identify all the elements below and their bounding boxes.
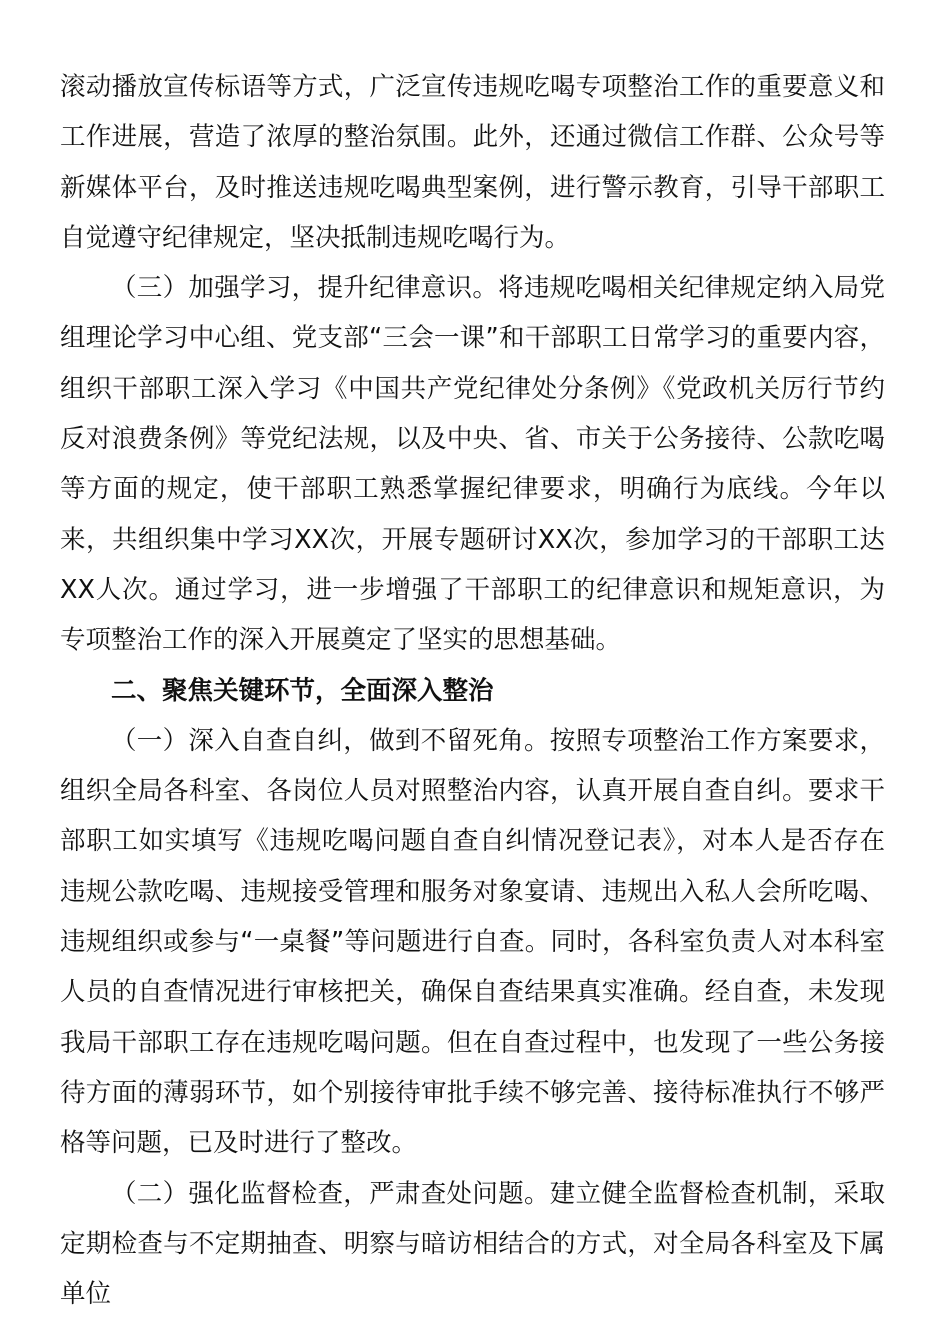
section-heading-two: 二、聚焦关键环节，全面深入整治 xyxy=(111,675,494,706)
paragraph-self-inspection: （一）深入自查自纠，做到不留死角。按照专项整治工作方案要求，组织全局各科室、各岗位人员对照整治内容，认真开展自查自纠。要求干部职工如实填写《违规吃喝问题自查自纠情况登记表》，对本人是否存在违规公款吃喝、违规接受管理和服务对象宴请、违规出入私人会所吃喝、违规组织或参与“一桌餐”等问题进行自查。同时，各科室负责人对本科室人员的自查情况进行审核把关，确保自查结果真实准确。经自查，未发现我局干部职工存在违规吃喝问题。但在自查过程中，也发现了一些公务接待方面的薄弱环节，如个别接待审批手续不够完善、接待标准执行不够严格等问题，已及时进行了整改。 xyxy=(60,725,885,1159)
paragraph-supervision: （二）强化监督检查，严肃查处问题。建立健全监督检查机制，采取定期检查与不定期抽查、明察与暗访相结合的方式，对全局各科室及下属单位 xyxy=(60,1178,885,1310)
paragraph-continuation: 滚动播放宣传标语等方式，广泛宣传违规吃喝专项整治工作的重要意义和工作进展，营造了浓厚的整治氛围。此外，还通过微信工作群、公众号等新媒体平台，及时推送违规吃喝典型案例，进行警示教育，引导干部职工自觉遵守纪律规定，坚决抵制违规吃喝行为。 xyxy=(60,72,885,253)
paragraph-strengthen-learning: （三）加强学习，提升纪律意识。将违规吃喝相关纪律规定纳入局党组理论学习中心组、党支部“三会一课”和干部职工日常学习的重要内容，组织干部职工深入学习《中国共产党纪律处分条例》《党政机关厉行节约反对浪费条例》等党纪法规，以及中央、省、市关于公务接待、公款吃喝等方面的规定，使干部职工熟悉掌握纪律要求，明确行为底线。今年以来，共组织集中学习XX次，开展专题研讨XX次，参加学习的干部职工达XX人次。通过学习，进一步增强了干部职工的纪律意识和规矩意识，为专项整治工作的深入开展奠定了坚实的思想基础。 xyxy=(60,273,885,656)
document-body xyxy=(60,62,885,1319)
